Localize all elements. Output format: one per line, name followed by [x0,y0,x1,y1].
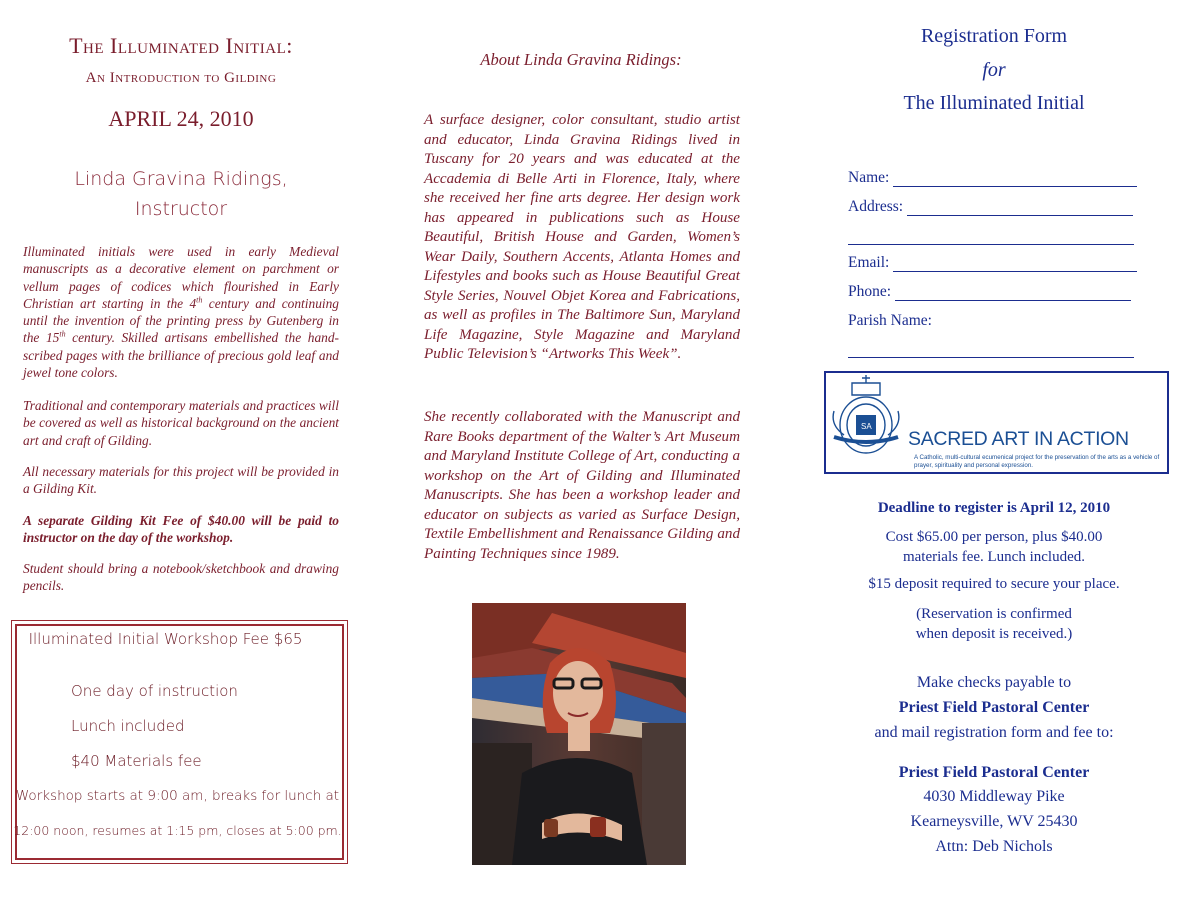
fee-item: Lunch included [71,717,185,735]
deposit-info: $15 deposit required to secure your place. [868,576,1120,592]
instructor-role: Instructor [134,198,228,220]
fee-schedule-line1: Workshop starts at 9:00 am, breaks for lunch at [15,788,340,804]
materials-paragraph: Traditional and contemporary materials and practices will be covered as well as historical background on the ancient art and craft of Gilding. [23,398,339,448]
workshop-subtitle: An Introduction to Gilding [85,70,277,86]
address-input-line[interactable] [907,199,1133,216]
parish-field[interactable] [848,312,932,330]
reservation-note [846,604,1142,644]
form-title-for: for [982,59,1006,81]
parish-field-line[interactable] [848,341,1134,358]
left-panel [0,0,370,920]
workshop-date: APRIL 24, 2010 [108,106,254,131]
parish-label: Parish Name: [848,312,932,329]
logo-tagline: A Catholic, multi-cultural ecumenical project for the preservation of the arts as a vehicle of prayer, spirituality and personal expression. [914,454,1160,469]
bio-paragraph-2: She recently collaborated with the Manuscript and Rare Books department of the Walter’s Art Museum and Maryland Institute College of Art, conducting a workshop on the Art of Gilding and Illuminated Manuscripts. She has been a workshop leader and educator on subjects as varied as Surface Design, Textile Embellishment and Renaissance Gilding and Painting Techniques since 1989. [424,409,740,562]
supplies-paragraph: Student should bring a notebook/sketchbook and drawing pencils. [23,561,339,594]
history-text-c: century. Skilled artisans embellished the hand-scribed pages with the brilliance of precious gold leaf and jewel tone colors. [23,330,339,381]
ordinal-suffix: th [59,330,66,340]
mailing-address-attn: Attn: Deb Nichols [935,838,1053,855]
address-field[interactable] [848,198,1133,216]
email-field[interactable] [848,254,1137,272]
fee-schedule-line2: 12:00 noon, resumes at 1:15 pm, closes at 5:00 pm. [13,823,342,838]
history-text-b: century and continuing until the invention of the printing press by Gutenberg in the 15 [23,295,339,346]
cost-line-1: Cost $65.00 per person, plus $40.00 [885,529,1103,545]
email-input-line[interactable] [893,255,1137,272]
address-field-line2[interactable] [848,228,1134,245]
checks-payee: Priest Field Pastoral Center [898,699,1090,716]
kit-fee-paragraph: A separate Gilding Kit Fee of $40.00 will be paid to instructor on the day of the workshop. [23,513,339,546]
phone-field[interactable] [848,283,1131,301]
instructor-name: Linda Gravina Ridings, [74,168,288,190]
name-field[interactable] [848,169,1137,187]
ordinal-suffix: th [196,295,203,305]
reservation-line-2: when deposit is received.) [915,626,1073,642]
email-label: Email: [848,254,890,271]
mailing-address-street: 4030 Middleway Pike [923,788,1065,805]
address-label: Address: [848,198,904,215]
workshop-title: The Illuminated Initial: [69,33,293,58]
instructor-photo [472,603,686,865]
reservation-line-1: (Reservation is confirmed [916,606,1072,622]
logo-wordmark: SACRED ART IN ACTION [908,428,1129,450]
gilding-kit-paragraph: All necessary materials for this project will be provided in a Gilding Kit. [23,464,339,497]
form-title: Registration Form [920,25,1068,47]
history-paragraph [23,243,339,381]
cost-line-2: materials fee. Lunch included. [902,549,1085,565]
sacred-art-logo [824,371,1169,474]
mailing-address-name: Priest Field Pastoral Center [898,764,1090,781]
instructor-credit [0,164,362,224]
cost-info [846,527,1142,567]
mail-instructions: and mail registration form and fee to: [874,724,1114,741]
form-title-event: The Illuminated Initial [903,92,1085,114]
fee-box-title: Illuminated Initial Workshop Fee $65 [28,630,303,648]
fee-item: One day of instruction [71,682,238,700]
phone-label: Phone: [848,283,892,300]
parish-input-line[interactable] [848,341,1134,358]
address-input-line-2[interactable] [848,228,1134,245]
history-text-a: Illuminated initials were used in early Medieval manuscripts as a decorative element on parchment or vellum pages of codices which flourished in Early Christian art starting in the 4 [23,244,339,311]
crest-icon [826,373,906,472]
instructor-portrait-image [472,603,686,865]
svg-text:SA: SA [861,422,872,431]
bio-paragraph-1: A surface designer, color consultant, studio artist and educator, Linda Gravina Ridings lived in Tuscany for 20 years and was educated at the Accademia di Belle Arti in Florence, Italy, where she received her fine arts degree. Her design work has appeared in publications such as House Beautiful, British House and Garden, Women’s Wear Daily, Southern Accents, Atlanta Homes and Lifestyles and books such as House Beautiful Great Style Series, Nouvel Objet Korea and Fabrications, as well as profiles in The Baltimore Sun, Maryland Life Magazine, Style Magazine and Maryland Public Television’s “Artworks This Week”. [424,112,740,362]
bio-heading: About Linda Gravina Ridings: [480,50,682,69]
fee-item: $40 Materials fee [71,752,202,770]
name-label: Name: [848,169,890,186]
phone-input-line[interactable] [895,284,1131,301]
registration-deadline: Deadline to register is April 12, 2010 [877,500,1111,516]
checks-payable-label: Make checks payable to [916,674,1072,691]
mailing-address-city: Kearneysville, WV 25430 [910,813,1078,830]
name-input-line[interactable] [893,170,1137,187]
